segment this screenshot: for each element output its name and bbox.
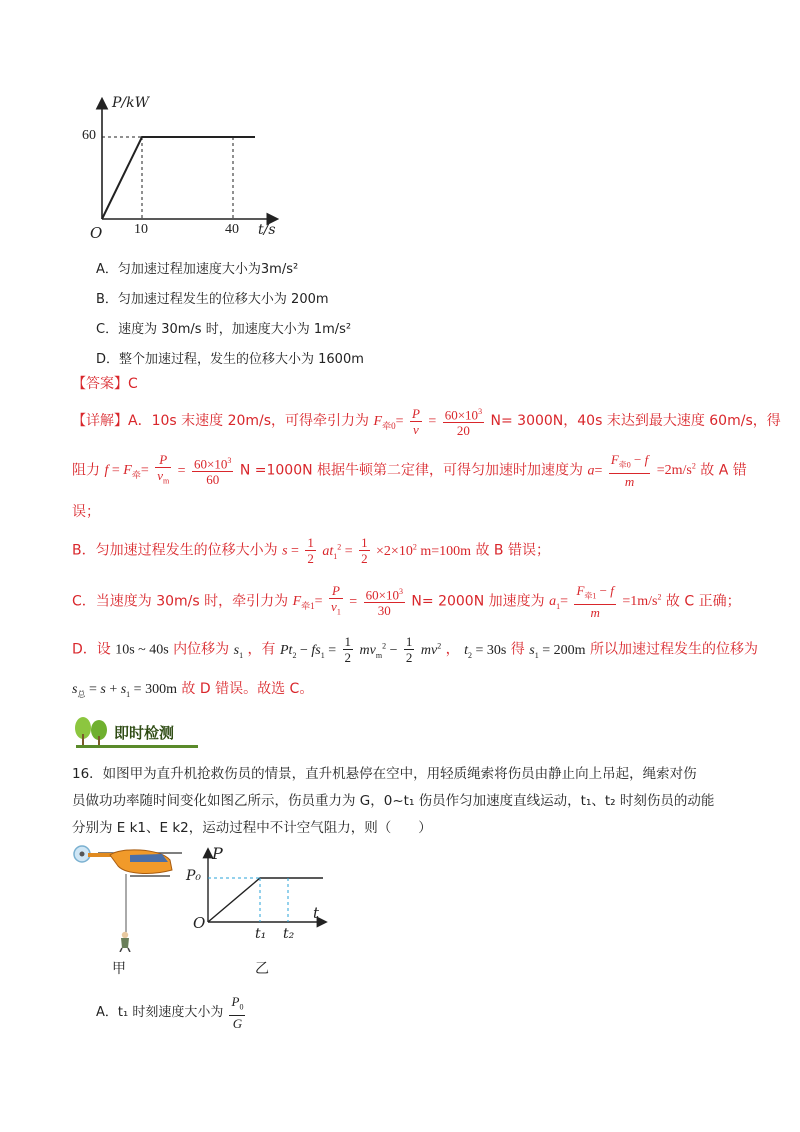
graph1-origin: O: [90, 224, 103, 242]
option-a: A．匀加速过程加速度大小为3m/s²: [96, 262, 299, 277]
graph2-x-label: t: [313, 904, 320, 922]
graph1-x-tick-10: 10: [134, 222, 148, 237]
section-header-title: 即时检测: [114, 724, 175, 742]
q16-line-1: 16．如图甲为直升机抢救伤员的情景，直升机悬停在空中，用轻质绳索将伤员由静止向上吊起，绳索对伤: [72, 766, 697, 782]
detail-line-4: B．匀加速过程发生的位移大小为 s = $\frac{1}{2}$ $at_1^2$ = $\frac{1}{2}$ $\times 2\times 10^2$ m=100m 故 B 错误；: [72, 535, 550, 566]
answer-label: 【答案】C: [72, 376, 138, 392]
q16-line-2: 员做功功率随时间变化如图乙所示，伤员重力为 G，0~t₁ 伤员作匀加速度直线运动，t₁、t₂ 时刻伤员的动能: [72, 793, 715, 809]
q16-line-3: 分别为 E k1、E k2，运动过程中不计空气阻力，则（ ）: [72, 820, 432, 836]
q16-option-a: A．t₁ 时刻速度大小为 $\frac{P_0}{G}$: [96, 994, 244, 1031]
detail-line-7: $s_总 = s + s_1 = 300m$ 故 D 错误。故选 C。: [72, 681, 314, 699]
graph2-origin: O: [193, 914, 206, 932]
option-c: C．速度为 30m/s 时，加速度大小为 1m/s²: [96, 322, 352, 337]
detail-line-1: 【详解】A．10s 末速度 20m/s，可得牵引力为 $F_{牵0}=$ $\frac{P}{v}$ = $\frac{60\times 10^3}{20}$ N= 3000N，40s 末达到最大速度 60m/s，得: [72, 405, 781, 439]
detail-line-3: 误；: [72, 504, 100, 520]
graph2-y-tick: P₀: [186, 868, 202, 884]
section-header-underline: [76, 745, 198, 748]
figure-jia-label: 甲: [112, 961, 126, 977]
figure-yi-label: 乙: [255, 961, 269, 977]
detail-line-5: C．当速度为 30m/s 时，牵引力为 $F_{牵1}=$ $\frac{P}{v_1}$ = $\frac{60\times 10^3}{30}$ N= 2000N 加速度为 $a_1=$ $\frac{F_{牵1} - f}{m}$ $=1m/s^2$ 故 C 正确；: [72, 583, 741, 620]
graph2-y-label: P: [212, 844, 223, 863]
graph1-x-label: t/s: [258, 222, 276, 238]
helicopter-illustration: [70, 842, 185, 952]
detail-line-2: 阻力 $f = F_牵=$ $\frac{P}{v_m}$ = $\frac{60\times 10^3}{60}$ N =1000N 根据牛顿第二定律，可得匀加速时加速度为 a= $\frac{F_{牵0} - f}{m}$ $=2m/s^2$ 故 A 错: [72, 452, 747, 489]
option-d: D．整个加速过程，发生的位移大小为 1600m: [96, 352, 364, 367]
graph1-x-tick-40: 40: [225, 222, 239, 237]
graph2-x-tick-t2: t₂: [283, 926, 295, 942]
graph1-y-tick: 60: [82, 128, 96, 143]
detail-line-6: D．设 10s ~ 40s 内位移为 $s_1$ ，有 $Pt_2 - fs_1$ = $\frac{1}{2}$ $mv_m^2$ − $\frac{1}{2}$ $mv^2$ ， $t_2 = 30s$ 得 $s_1 = 200m$ 所以加速过程发生的位移为: [72, 634, 758, 665]
graph2-x-tick-t1: t₁: [255, 926, 267, 942]
section-header: [72, 716, 198, 748]
tree-icon: [72, 716, 112, 748]
option-b: B．匀加速过程发生的位移大小为 200m: [96, 292, 329, 307]
graph1-y-label: P/kW: [112, 95, 150, 111]
